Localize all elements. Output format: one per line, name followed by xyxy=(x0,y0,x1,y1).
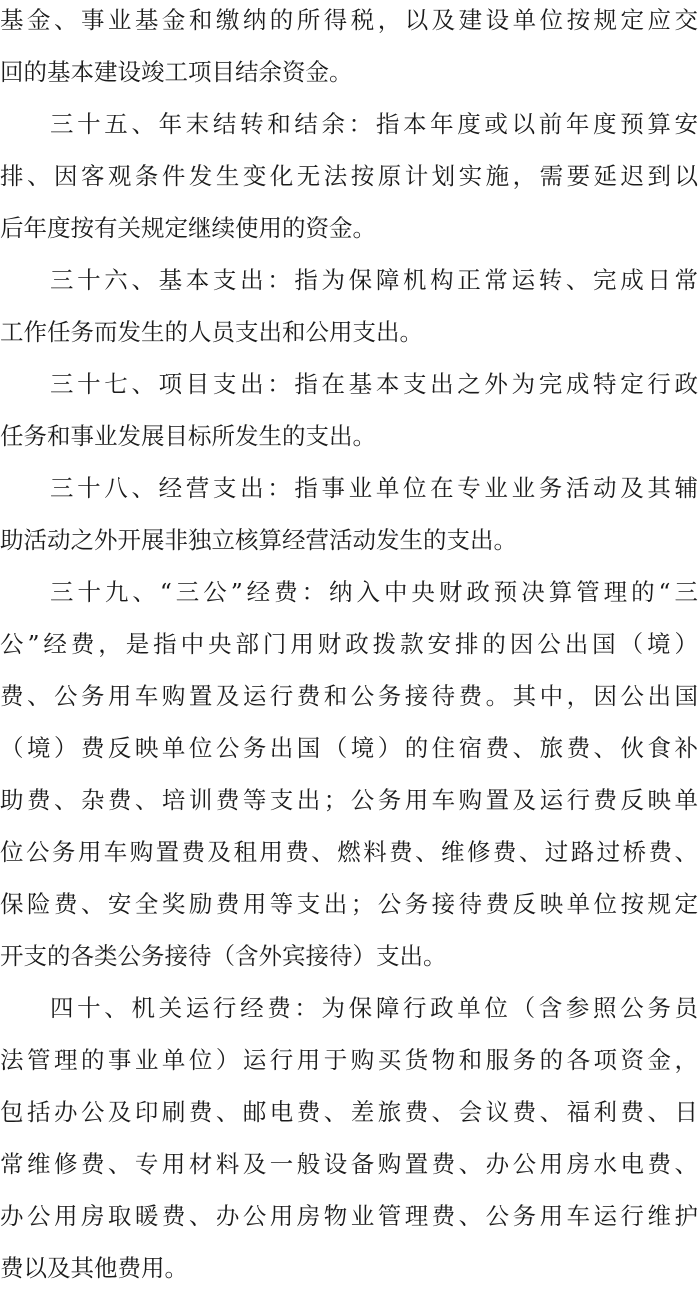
text-line: 保险费、安全奖励费用等支出；公务接待费反映单位按规定 xyxy=(0,890,698,918)
paragraph-first-line: 三十六、基本支出：指为保障机构正常运转、完成日常 xyxy=(50,266,698,294)
text-line: 助费、杂费、培训费等支出；公务用车购置及运行费反映单 xyxy=(0,786,698,814)
text-line: 基金、事业基金和缴纳的所得税，以及建设单位按规定应交 xyxy=(0,6,698,34)
text-line: 后年度按有关规定继续使用的资金。 xyxy=(0,214,376,242)
text-line: 工作任务而发生的人员支出和公用支出。 xyxy=(0,318,423,346)
text-line: 办公用房取暖费、办公用房物业管理费、公务用车运行维护 xyxy=(0,1202,698,1230)
text-line: 任务和事业发展目标所发生的支出。 xyxy=(0,422,376,450)
text-line: 公”经费，是指中央部门用财政拨款安排的因公出国（境） xyxy=(0,630,698,658)
text-line: 常维修费、专用材料及一般设备购置费、办公用房水电费、 xyxy=(0,1150,698,1178)
text-line: 回的基本建设竣工项目结余资金。 xyxy=(0,58,353,86)
text-line: 费、公务用车购置及运行费和公务接待费。其中，因公出国 xyxy=(0,682,698,710)
text-line: 费以及其他费用。 xyxy=(0,1254,188,1282)
paragraph-first-line: 三十九、“三公”经费：纳入中央财政预决算管理的“三 xyxy=(50,578,698,606)
text-line: （境）费反映单位公务出国（境）的住宿费、旅费、伙食补 xyxy=(0,734,698,762)
text-line: 位公务用车购置费及租用费、燃料费、维修费、过路过桥费、 xyxy=(0,838,698,866)
paragraph-first-line: 四十、机关运行经费：为保障行政单位（含参照公务员 xyxy=(50,994,698,1022)
text-line: 包括办公及印刷费、邮电费、差旅费、会议费、福利费、日 xyxy=(0,1098,698,1126)
text-line: 法管理的事业单位）运行用于购买货物和服务的各项资金， xyxy=(0,1046,698,1074)
paragraph-first-line: 三十五、年末结转和结余：指本年度或以前年度预算安 xyxy=(50,110,698,138)
text-line: 排、因客观条件发生变化无法按原计划实施，需要延迟到以 xyxy=(0,162,698,190)
paragraph-first-line: 三十七、项目支出：指在基本支出之外为完成特定行政 xyxy=(50,370,698,398)
text-line: 助活动之外开展非独立核算经营活动发生的支出。 xyxy=(0,526,517,554)
text-line: 开支的各类公务接待（含外宾接待）支出。 xyxy=(0,942,447,970)
paragraph-first-line: 三十八、经营支出：指事业单位在专业业务活动及其辅 xyxy=(50,474,698,502)
